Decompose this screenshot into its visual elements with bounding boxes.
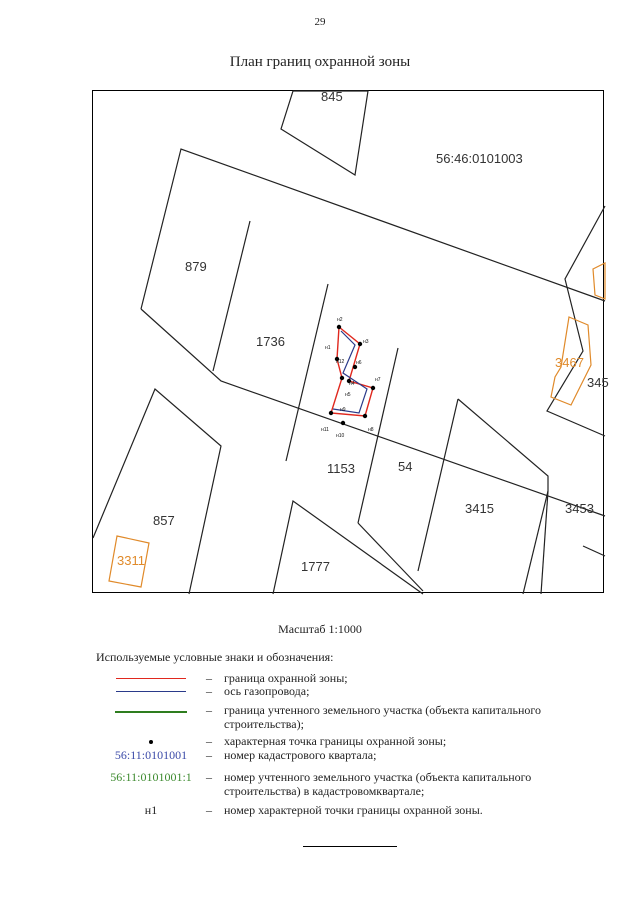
- road-edge-south: [141, 309, 605, 516]
- plan-title: План границ охранной зоны: [229, 54, 411, 70]
- parcel-3415-outline: [458, 399, 548, 491]
- parcel-3415-bottom: [358, 523, 423, 591]
- legend-desc: характерная точка границы охранной зоны;: [224, 734, 447, 748]
- point-marker: [363, 414, 367, 418]
- legend-dash: –: [206, 734, 212, 748]
- point-label-n4: н4: [349, 381, 355, 387]
- parcel-label-857: 857: [153, 513, 175, 528]
- legend-point-number-sample: н1: [144, 803, 158, 817]
- legend-desc: граница охранной зоны;: [224, 671, 348, 685]
- parcel-divider-54-3415: [418, 399, 458, 571]
- map-scale: Масштаб 1:1000: [278, 622, 362, 636]
- legend-desc: ось газопровода;: [224, 684, 310, 698]
- legend-dash: –: [206, 671, 212, 685]
- point-label-n10: н10: [336, 433, 345, 439]
- legend-blue-line-sample: [96, 684, 206, 692]
- point-label-n7: н7: [375, 377, 381, 383]
- legend-green-line-sample: [96, 703, 206, 713]
- bottom-rule: [303, 846, 397, 847]
- legend-desc: номер учтенного земельного участка (объекта капитального строительства) в кадастровомквартале;: [224, 770, 532, 798]
- parcel-label-879: 879: [185, 259, 207, 274]
- map-drawing: [93, 89, 609, 594]
- legend-dash: –: [206, 703, 212, 717]
- point-marker: [371, 386, 375, 390]
- road-edge-north: [141, 149, 605, 309]
- point-label-n8: н8: [368, 427, 374, 433]
- parcel-label-3415: 3415: [465, 501, 494, 516]
- parcel-label-345: 345: [587, 375, 609, 390]
- point-label-n9: н9: [340, 407, 346, 413]
- parcel-divider-879-1736: [213, 221, 250, 371]
- building-east-edge-outline: [593, 263, 605, 299]
- point-label-n3: н3: [363, 339, 369, 345]
- parcel-divider-1736-1153: [286, 284, 328, 461]
- legend-dash: –: [206, 748, 212, 762]
- point-marker: [358, 342, 362, 346]
- point-label-n1: н1: [325, 345, 331, 351]
- point-label-n2: н2: [337, 317, 343, 323]
- legend-heading: Используемые условные знаки и обозначения:: [96, 650, 334, 664]
- point-marker: [341, 421, 345, 425]
- point-marker: [340, 376, 344, 380]
- parcel-divider-1153-54: [358, 348, 398, 523]
- parcel-label-845: 845: [321, 89, 343, 104]
- boundary-plan-map: [92, 89, 609, 593]
- legend-parcel-sample: 56:11:0101001:1: [110, 770, 192, 784]
- point-label-n11: н11: [321, 427, 329, 433]
- parcel-label-54: 54: [398, 459, 413, 474]
- point-marker: [329, 411, 333, 415]
- point-label-n12: н12: [336, 359, 345, 365]
- legend-desc: номер характерной точки границы охранной зоны.: [224, 803, 483, 817]
- building-label-3311: 3311: [117, 553, 145, 568]
- parcel-label-1153: 1153: [327, 461, 355, 476]
- legend-quarter-sample: 56:11:0101001: [114, 748, 188, 762]
- parcel-label-1736: 1736: [256, 334, 285, 349]
- point-marker: [337, 325, 341, 329]
- parcel-east-lower-2: [583, 546, 605, 556]
- legend-dash: –: [206, 684, 212, 698]
- parcel-1777-outline: [273, 501, 423, 594]
- quarter-number-label: 56:46:0101003: [436, 151, 523, 166]
- legend-dash: –: [206, 770, 212, 784]
- parcel-label-1777: 1777: [301, 559, 330, 574]
- legend-desc: номер кадастрового квартала;: [224, 748, 377, 762]
- legend-dash: –: [206, 803, 212, 817]
- legend-point-sample: [96, 734, 206, 744]
- legend-red-line-sample: [96, 671, 206, 679]
- page-number: 29: [314, 16, 326, 28]
- parcel-label-3453: 3453: [565, 501, 594, 516]
- point-label-n6: н6: [356, 360, 362, 366]
- point-label-n5: н5: [345, 392, 351, 398]
- parcel-east-edge: [547, 206, 605, 436]
- legend-desc: граница учтенного земельного участка (объекта капитального строительства);: [224, 703, 542, 731]
- building-label-3467: 3467: [555, 355, 584, 370]
